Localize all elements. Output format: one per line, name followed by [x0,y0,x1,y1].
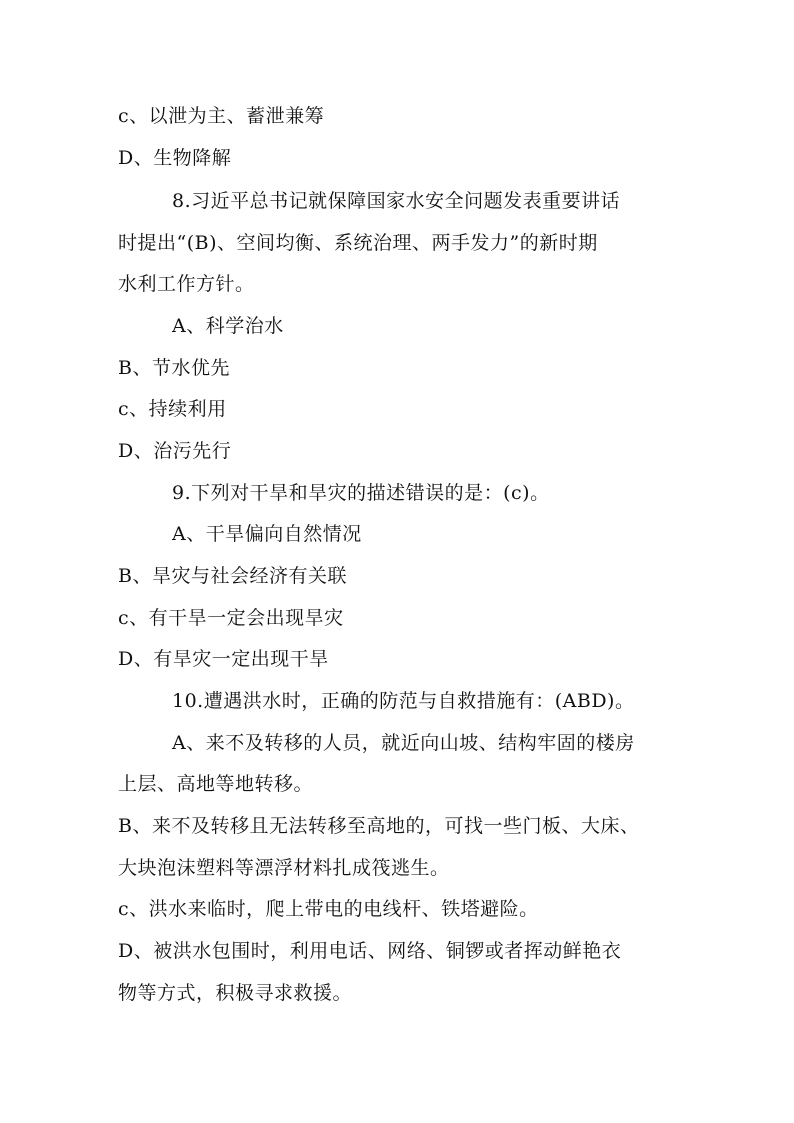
question-8-option-c: c、持续利用 [118,398,227,420]
question-8-option-d: D、治污先行 [118,440,232,462]
question-9-option-a: A、干旱偏向自然情况 [172,523,362,545]
option-d-line: D、生物降解 [118,147,232,169]
question-10-option-c-line: c、洪水来临时，爬上带电的电线杆、铁塔避险。 [118,898,539,920]
question-8-line-2: 时提出“(B)、空间均衡、系统治理、两手发力”的新时期 [118,232,598,254]
question-10-option-b-line-1: B、来不及转移且无法转移至高地的，可找一些门板、大床、 [118,815,640,837]
question-9-option-c: c、有干旱一定会出现旱灾 [118,607,344,629]
question-10-option-a-line-1: A、来不及转移的人员，就近向山坡、结构牢固的楼房 [172,732,635,754]
question-10-option-b-line-2: 大块泡沫塑料等漂浮材料扎成筏逃生。 [118,857,450,879]
question-10-line: 10.遭遇洪水时，正确的防范与自救措施有：(ABD)。 [172,690,635,712]
question-8-option-b: B、节水优先 [118,357,230,379]
question-9-option-b: B、旱灾与社会经济有关联 [118,565,347,587]
question-9-option-d: D、有旱灾一定出现干旱 [118,648,329,670]
question-10-option-a-line-2: 上层、高地等地转移。 [118,773,314,795]
question-10-option-d-line-1: D、被洪水包围时，利用电话、网络、铜锣或者挥动鲜艳衣 [118,940,622,962]
question-8-line-3: 水利工作方针。 [118,273,255,295]
question-9-line: 9.下列对干旱和旱灾的描述错误的是：(c)。 [172,482,550,504]
question-8-line-1: 8.习近平总书记就保障国家水安全问题发表重要讲话 [172,190,621,212]
option-c-line: c、以泄为主、蓄泄兼筹 [118,105,325,127]
question-8-option-a: A、科学治水 [172,315,284,337]
question-10-option-d-line-2: 物等方式，积极寻求救援。 [118,982,353,1004]
